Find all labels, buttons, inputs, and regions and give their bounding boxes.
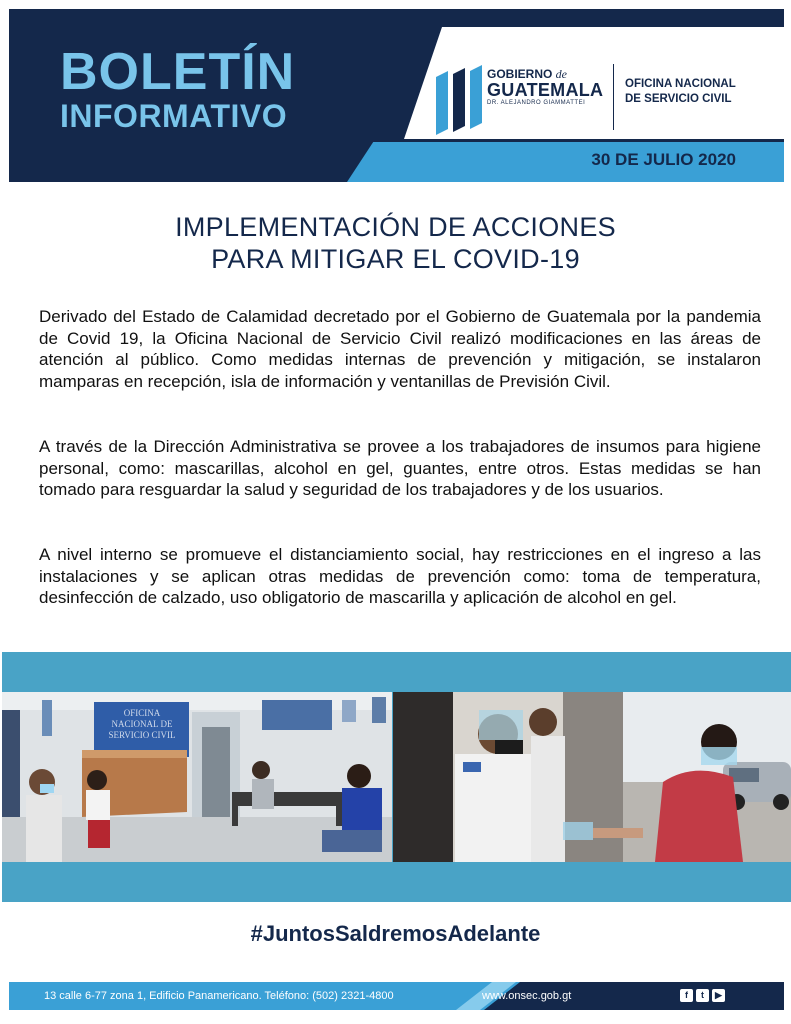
twitter-icon[interactable]: t [696,989,709,1002]
article-paragraph-1: Derivado del Estado de Calamidad decretado por el Gobierno de Guatemala por la pandemia de Covid 19, la Oficina Nacional de Servicio Civil realizó modificaciones en las áreas de atención al público. Como medidas internas de prevención y mitigación, se instalaron mamparas en recepción, isla de información y ventanillas de Previsión Civil. [39,307,761,391]
logo-divider [613,64,614,130]
footer-address: 13 calle 6-77 zona 1, Edificio Panamericano. Teléfono: (502) 2321-4800 [44,990,394,1002]
article-paragraph-3: A nivel interno se promueve el distanciamiento social, hay restricciones en el ingreso a las instalaciones y se aplican otras medidas de prevención como: toma de temperatura, desinfección de calzado, uso obligatorio de mascarilla y aplicación de alcohol en gel. [39,545,761,607]
facebook-icon[interactable]: f [680,989,693,1002]
hand-sanitizer-photo [393,692,791,862]
campaign-hashtag: #JuntosSaldremosAdelante [250,921,541,946]
article-paragraph-2: A través de la Dirección Administrativa se provee a los trabajadores de insumos para higiene personal, como: mascarillas, alcohol en gel, guantes, entre otros. Estas medidas se han tomado para resguardar la salud y seguridad de los trabajadores y de los usuarios. [39,437,761,499]
youtube-icon[interactable]: ▶ [712,989,725,1002]
footer-website-link[interactable]: www.onsec.gob.gt [482,990,572,1002]
bulletin-subtitle: INFORMATIVO [60,98,288,134]
footer-bar [9,982,784,1010]
reception-photo [2,692,392,862]
gov-logo-text: GOBIERNO [487,67,556,81]
office-name-line2: DE SERVICIO CIVIL [625,93,732,105]
article-headline [0,211,791,275]
headline-line2: PARA MITIGAR EL COVID-19 [211,244,580,274]
bulletin-title: BOLETÍN [60,43,296,101]
sign-line1: OFICINA [123,708,161,718]
social-icons [680,989,725,1002]
bulletin-header [9,9,784,182]
sign-line3: SERVICIO CIVIL [108,730,176,740]
onsec-logo-text [625,77,736,107]
gov-logo-president: DR. ALEJANDRO GIAMMATTEI [487,100,586,106]
sign-line2: NACIONAL DE [111,719,173,729]
gov-logo-country: GUATEMALA [487,80,604,100]
office-name-line1: OFICINA NACIONAL [625,78,736,90]
bulletin-date: 30 DE JULIO 2020 [591,150,736,169]
headline-line1: IMPLEMENTACIÓN DE ACCIONES [175,212,616,242]
guatemala-flag-logo-icon [434,63,486,135]
gobierno-guatemala-logo [487,67,603,108]
gov-logo-de: de [555,67,567,81]
